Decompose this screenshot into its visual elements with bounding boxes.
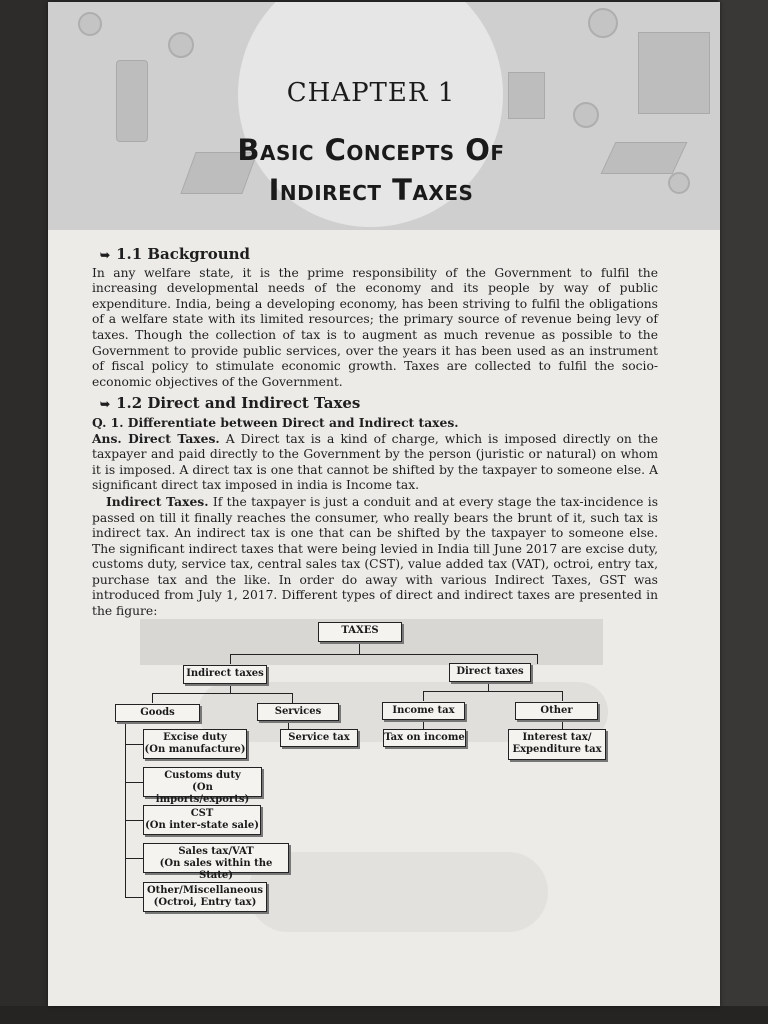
answer-direct-text: A Direct tax is a kind of charge, which is imposed directly on the taxpayer and paid directly to the Government by the person (juristic or natural) on whom it is imposed. A direct tax is one that cannot be shifted by the taxpayer to someone else. A significant direct tax imposed in india is Income tax. xyxy=(92,431,658,493)
indirect-label: Indirect Taxes. xyxy=(106,493,209,509)
income-tax-box: Income tax xyxy=(382,702,465,720)
answer-label: Ans. Direct Taxes. xyxy=(92,430,220,446)
background-paragraph: In any welfare state, it is the prime responsibility of the Government to fulfil the increasing developmental needs of the economy and its people by way of public expenditure. India, being a developing economy, has been striving to fulfil the obligations of a welfare state with its limited resources; the primary source of revenue being levy of taxes. Though the collection of tax is to augment as much revenue as possible to the Government to provide public services, over the years it has been used as an instrument of fiscal policy to stimulate economic growth. Taxes are collected to fulfil the socio-economic objectives of the Government. xyxy=(92,265,658,389)
coin-1 xyxy=(168,32,194,58)
chapter-number: CHAPTER 1 xyxy=(286,78,456,108)
arrow-bullet-icon: ➥ xyxy=(100,397,111,412)
customs-duty-box: Customs duty (On imports/exports) xyxy=(143,767,262,797)
coin-4 xyxy=(78,12,102,36)
service-tax-box: Service tax xyxy=(280,729,358,747)
other-box: Other xyxy=(515,702,598,720)
page-content xyxy=(92,247,658,620)
tax-on-income-box: Tax on income xyxy=(383,729,466,747)
section-heading-direct-indirect: ➥ 1.2 Direct and Indirect Taxes xyxy=(100,394,361,413)
chapter-title-line1: Basic Concepts Of xyxy=(237,133,505,167)
chapter-header-illustration xyxy=(48,2,720,230)
section-heading-background: ➥ 1.1 Background xyxy=(100,245,251,263)
book-page xyxy=(48,2,720,1006)
backdrop-left xyxy=(0,0,48,1024)
other-miscellaneous-box: Other/Miscellaneous (Octroi, Entry tax) xyxy=(143,882,267,912)
cst-box: CST (On inter-state sale) xyxy=(143,805,261,835)
coin-2 xyxy=(588,8,618,38)
taxes-box: TAXES xyxy=(318,622,402,642)
backdrop-bottom xyxy=(0,1006,768,1024)
services-box: Services xyxy=(257,703,339,721)
answer-direct-paragraph xyxy=(92,431,658,494)
answer-indirect-paragraph xyxy=(92,494,658,620)
question-text: Q. 1. Differentiate between Direct and Indirect taxes. xyxy=(92,414,459,430)
goods-box: Goods xyxy=(115,704,200,722)
excise-duty-box: Excise duty (On manufacture) xyxy=(143,729,247,759)
watermark-shape-2 xyxy=(198,682,608,742)
arrow-bullet-icon: ➥ xyxy=(100,248,111,262)
chapter-title-line2: Indirect Taxes xyxy=(268,173,474,207)
chapter-title xyxy=(48,130,694,210)
sales-tax-vat-box: Sales tax/VAT (On sales within the State) xyxy=(143,843,289,873)
watermark-shape-3 xyxy=(248,852,548,932)
interest-tax-box: Interest tax/ Expenditure tax xyxy=(508,729,606,760)
backdrop-right xyxy=(718,0,768,1024)
watermark-shape-1 xyxy=(140,619,603,665)
indirect-taxes-box: Indirect taxes xyxy=(183,665,267,684)
direct-taxes-box: Direct taxes xyxy=(449,663,531,682)
answer-indirect-text: If the taxpayer is just a conduit and at every stage the tax-incidence is passed on till it finally reaches the consumer, who really bears the brunt of it, such tax is indirect tax. An indirect tax is one that can be shifted by the taxpayer to someone else. The significant indirect taxes that were being levied in India till June 2017 are excise duty, customs duty, service tax, central sales tax (CST), value added tax (VAT), octroi, entry tax, purchase tax and the like. In order do away with various Indirect Taxes, GST was introduced from July 1, 2017. Different types of direct and indirect taxes are presented in the figure: xyxy=(92,494,659,619)
